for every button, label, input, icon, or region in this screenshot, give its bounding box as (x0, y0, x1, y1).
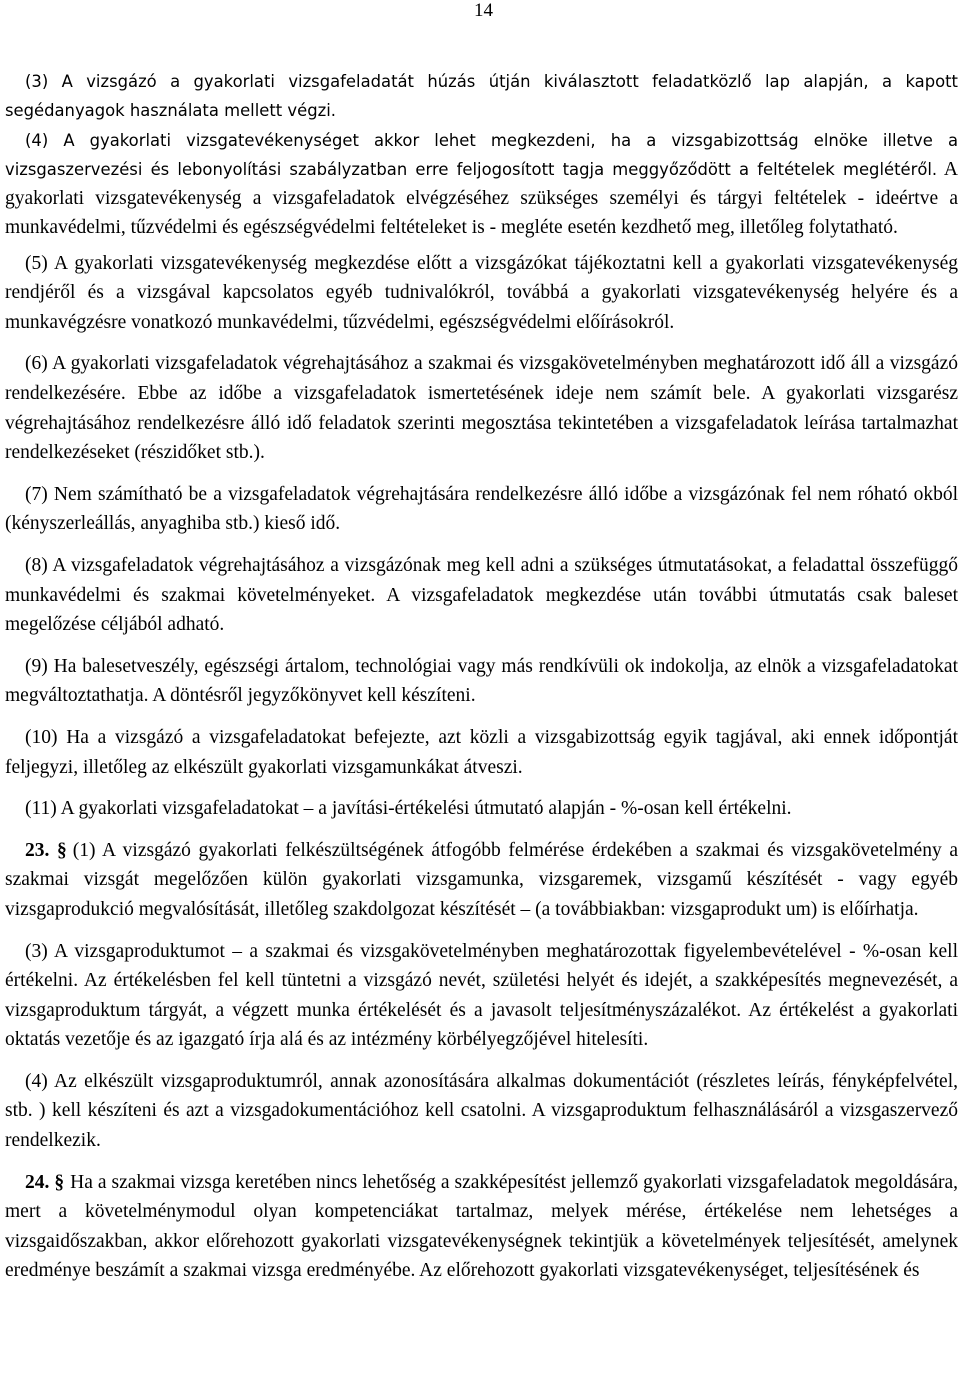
section-23-paragraph-3: (3) A vizsgaproduktumot – a szakmai és vizsgakövetelményben meghatározottak figyelembevételével - %-osan kell értékelni. Az értékelésben fel kell tüntetni a vizsgázó nevét, születési helyét és idejét, a szakképesítés megnevezését, a vizsgaproduktum tárgyát, a végzett munka értékelését és a javasolt teljesítményszázalékot. Az értékelést a gyakorlati oktatás vezetője és az igazgató írja alá és az intézmény körbélyegzőjével hitelesíti. (5, 940, 958, 1051)
paragraph-4-part-1: (4) A gyakorlati vizsgatevékenységet akkor lehet megkezdeni, ha a vizsgabizottság elnöke illetve a vizsgaszervezési és lebonyolítási szabályzatban erre feljogosított tagja meggyőződött a feltételek meglétéről. (5, 130, 958, 180)
page-number: 14 (474, 0, 493, 21)
paragraph-4 (5, 126, 958, 243)
paragraph-10: (10) Ha a vizsgázó a vizsgafeladatokat befejezte, azt közli a vizsgabizottság egyik tagjával, aki ennek időpontját feljegyzi, illetőleg az elkészült gyakorlati vizsgamunkákat átveszi. (5, 726, 958, 778)
section-24-number: 24. (25, 1171, 50, 1193)
section-23-number: 23. (25, 839, 50, 861)
paragraph-9: (9) Ha balesetveszély, egészségi ártalom, technológiai vagy más rendkívüli ok indokolja, az elnök a vizsgafeladatokat megváltoztathatja. A döntésről jegyzőkönyvet kell készíteni. (5, 655, 958, 707)
paragraph-8: (8) A vizsgafeladatok végrehajtásához a vizsgázónak meg kell adni a szükséges útmutatásokat, a feladattal összefüggő munkavédelmi és szakmai követelményeket. A vizsgafeladatok megkezdése után további útmutatás csak baleset megelőzése céljából adható. (5, 554, 958, 636)
section-23-paragraph-1 (5, 836, 958, 925)
paragraph-3: (3) A vizsgázó a gyakorlati vizsgafeladatát húzás útján kiválasztott feladatközlő lap alapján, a kapott segédanyagok használata mellett végzi. (5, 72, 958, 121)
paragraph-11: (11) A gyakorlati vizsgafeladatokat – a javítási-értékelési útmutató alapján - %-osan kell értékelni. (25, 798, 792, 820)
section-24-sign: § (54, 1171, 65, 1193)
section-24-paragraph-1 (5, 1168, 958, 1286)
section-23-text-1: (1) A vizsgázó gyakorlati felkészültségének átfogóbb felmérése érdekében a szakmai és vizsgakövetelmény a szakmai vizsgát megelőzően külön gyakorlati vizsgamunka, vizsgaremek, vizsgamű készítését - vagy egyéb vizsgaprodukció megvalósítását, illetőleg szakdolgozat készítését – (a továbbiakban: vizsgaprodukt um) is előírhatja. (5, 839, 958, 920)
document-body (5, 67, 958, 1298)
section-23-paragraph-4: (4) Az elkészült vizsgaproduktumról, annak azonosítására alkalmas dokumentációt (részletes leírás, fényképfelvétel, stb. ) kell készíteni és azt a vizsgadokumentációhoz kell csatolni. A vizsgaproduktum felhasználásáról a vizsgaszervező rendelkezik. (5, 1070, 958, 1152)
section-23-sign: § (57, 839, 67, 861)
paragraph-6: (6) A gyakorlati vizsgafeladatok végrehajtásához a szakmai és vizsgakövetelményben meghatározott idő áll a vizsgázó rendelkezésére. Ebbe az időbe a vizsgafeladatok ismertetésének ideje nem számít bele. A gyakorlati vizsgarész végrehajtásához rendelkezésre álló idő feladatok szerinti megosztása tekintetében a vizsgafeladatok leírása tartalmazhat rendelkezéseket (részidőket stb.). (5, 353, 958, 464)
paragraph-7: (7) Nem számítható be a vizsgafeladatok végrehajtására rendelkezésre álló időbe a vizsgázónak fel nem róható okból (kényszerleállás, anyaghiba stb.) kieső idő. (5, 483, 958, 535)
section-24-text-1: Ha a szakmai vizsga keretében nincs lehetőség a szakképesítést jellemző gyakorlati vizsgafeladatok megoldására, mert a követelménymodul olyan kompetenciákat tartalmaz, melyek mérése, értékelése nem lehetséges a vizsgaidőszakban, akkor előrehozott gyakorlati vizsgatevékenységnek tekintjük a követelmények teljesítését, amelynek eredménye beszámít a szakmai vizsga eredményébe. Az előrehozott gyakorlati vizsgatevékenységet, teljesítésének és (5, 1171, 959, 1282)
paragraph-4-part-2: A gyakorlati vizsgatevékenység a vizsgafeladatok elvégzéséhez szükséges személyi és tárgyi feltételek - ideértve a munkavédelmi, tűzvédelmi és egészségvédelmi feltételeket is - megléte esetén kezdhető meg, illetőleg folytatható. (5, 159, 958, 239)
paragraph-5: (5) A gyakorlati vizsgatevékenység megkezdése előtt a vizsgázókat tájékoztatni kell a gyakorlati vizsgatevékenység rendjéről és a vizsgával kapcsolatos egyéb tudnivalókról, továbbá a gyakorlati vizsgatevékenység helyére és a munkavégzésre vonatkozó munkavédelmi, tűzvédelmi, egészségvédelmi előírásokról. (5, 252, 958, 333)
